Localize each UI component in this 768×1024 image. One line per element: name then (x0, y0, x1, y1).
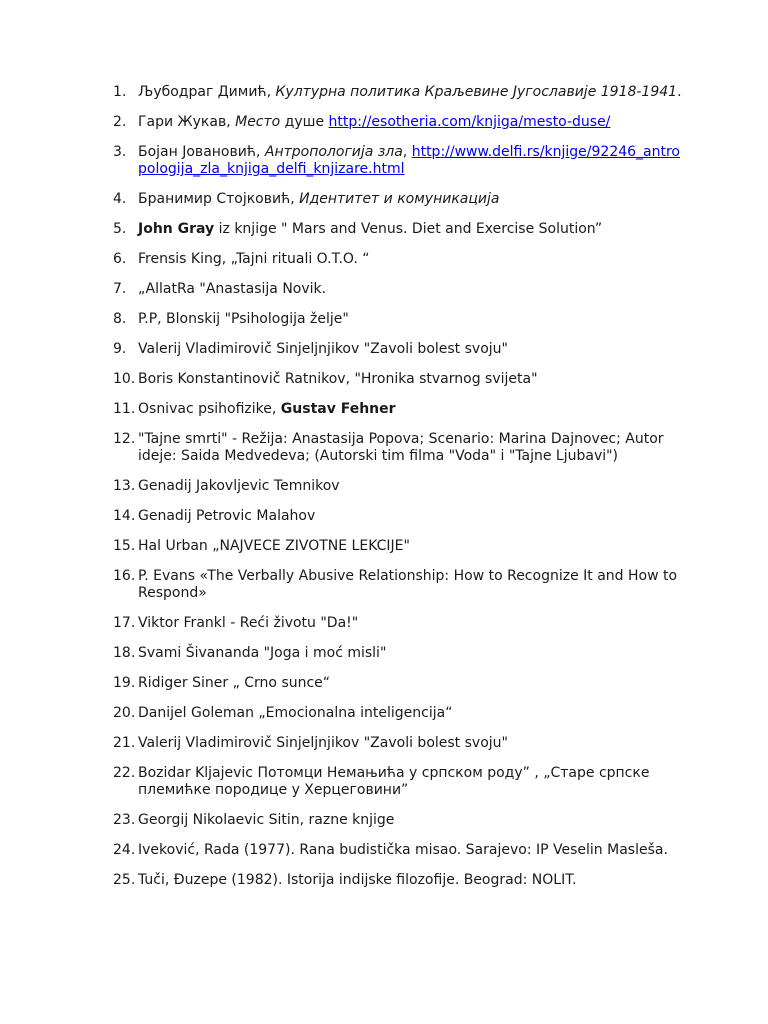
text-segment: iz knjige " Mars and Venus. Diet and Exercise Solution” (214, 221, 603, 237)
list-item (113, 144, 683, 178)
text-segment: Гари Жукав, (138, 114, 236, 130)
list-item-text (138, 765, 683, 799)
reference-list (113, 84, 683, 902)
list-item-number: 12. (113, 431, 136, 447)
list-item-text (138, 401, 683, 418)
list-item (113, 401, 683, 418)
list-item (113, 508, 683, 525)
list-item-text (138, 114, 683, 131)
list-item (113, 812, 683, 829)
list-item-text (138, 615, 683, 632)
list-item (113, 191, 683, 208)
text-segment: , (402, 144, 412, 160)
text-segment: Бојан Јовановић, (138, 144, 265, 160)
list-item-number: 8. (113, 311, 127, 327)
list-item-number: 14. (113, 508, 136, 524)
italic-title: Место (235, 114, 281, 130)
text-segment: Hal Urban „NAJVECE ZIVOTNE LEKCIJE" (138, 538, 410, 554)
list-item-number: 10. (113, 371, 136, 387)
list-item-number: 15. (113, 538, 136, 554)
list-item-number: 2. (113, 114, 127, 130)
list-item-number: 1. (113, 84, 127, 100)
italic-title: Културна политика Краљевине Југославије 1918-1941 (275, 84, 678, 100)
list-item-text (138, 221, 683, 238)
list-item-text (138, 144, 683, 178)
list-item-text (138, 281, 683, 298)
text-segment: Љубодраг Димић, (138, 84, 276, 100)
list-item-number: 25. (113, 872, 136, 888)
text-segment: Бранимир Стојковић, (138, 191, 300, 207)
list-item-number: 24. (113, 842, 136, 858)
list-item-number: 6. (113, 251, 127, 267)
list-item-text (138, 812, 683, 829)
list-item-text (138, 842, 683, 859)
text-segment: P. Evans «The Verbally Abusive Relationship: How to Recognize It and How to Respond» (138, 568, 678, 601)
list-item (113, 705, 683, 722)
text-segment: Iveković, Rada (1977). Rana budistička misao. Sarajevo: IP Veselin Masleša. (138, 842, 668, 858)
list-item-text (138, 311, 683, 328)
list-item (113, 538, 683, 555)
text-segment: Bozidar Kljajevic Потомци Немањића у српском роду” , „Старе српске племићке породице у Херцеговини” (138, 765, 650, 798)
list-item-text (138, 508, 683, 525)
list-item (113, 431, 683, 465)
list-item-text (138, 645, 683, 662)
list-item-number: 20. (113, 705, 136, 721)
list-item (113, 114, 683, 131)
list-item-number: 22. (113, 765, 136, 781)
list-item-text (138, 251, 683, 268)
list-item (113, 872, 683, 889)
list-item-text (138, 84, 683, 101)
list-item (113, 645, 683, 662)
list-item-number: 11. (113, 401, 136, 417)
text-segment: Boris Konstantinovič Ratnikov, "Hronika stvarnog svijeta" (138, 371, 538, 387)
list-item (113, 281, 683, 298)
list-item-text (138, 431, 683, 465)
list-item-number: 23. (113, 812, 136, 828)
list-item (113, 478, 683, 495)
list-item-number: 17. (113, 615, 136, 631)
bold-name: John Gray (138, 221, 215, 237)
text-segment: P.P, Blonskij "Psihologija želje" (138, 311, 349, 327)
reference-link[interactable]: http://www.delfi.rs/knjige/92246_antropologija_zla_knjiga_delfi_knjizare.html (138, 144, 680, 177)
text-segment: душе (280, 114, 329, 130)
text-segment: Tuči, Đuzepe (1982). Istorija indijske filozofije. Beograd: NOLIT. (138, 872, 577, 888)
text-segment: Genadij Jakovljevic Temnikov (138, 478, 340, 494)
list-item-text (138, 735, 683, 752)
list-item (113, 84, 683, 101)
list-item (113, 341, 683, 358)
text-segment: Valerij Vladimirovič Sinjeljnjikov "Zavoli bolest svoju" (138, 735, 508, 751)
list-item-number: 4. (113, 191, 127, 207)
text-segment: Genadij Petrovic Malahov (138, 508, 316, 524)
list-item-text (138, 538, 683, 555)
list-item (113, 765, 683, 799)
list-item-number: 7. (113, 281, 127, 297)
text-segment: Osnivac psihofizike, (138, 401, 281, 417)
list-item-number: 3. (113, 144, 127, 160)
list-item-text (138, 478, 683, 495)
text-segment: Ridiger Siner „ Crno sunce“ (138, 675, 331, 691)
reference-link[interactable]: http://esotheria.com/knjiga/mesto-duse/ (328, 114, 611, 130)
list-item-number: 21. (113, 735, 136, 751)
list-item-text (138, 191, 683, 208)
list-item-text (138, 675, 683, 692)
list-item-text (138, 341, 683, 358)
text-segment: Georgij Nikolaevic Sitin, razne knjige (138, 812, 395, 828)
text-segment: Svami Šivananda "Joga i moć misli" (138, 645, 387, 661)
list-item (113, 371, 683, 388)
list-item-number: 9. (113, 341, 127, 357)
list-item (113, 615, 683, 632)
list-item-number: 5. (113, 221, 127, 237)
italic-title: Антропологија зла (264, 144, 403, 160)
list-item-text (138, 568, 683, 602)
list-item-number: 18. (113, 645, 136, 661)
text-segment: Valerij Vladimirovič Sinjeljnjikov "Zavoli bolest svoju" (138, 341, 508, 357)
list-item (113, 221, 683, 238)
list-item (113, 311, 683, 328)
list-item (113, 251, 683, 268)
list-item (113, 842, 683, 859)
list-item (113, 675, 683, 692)
list-item (113, 568, 683, 602)
text-segment: "Tajne smrti" - Režija: Anastasija Popova; Scenario: Marina Dajnovec; Autor ideje: Saida Medvedeva; (Autorski tim filma "Voda" i "Tajne Ljubavi") (138, 431, 664, 464)
list-item (113, 735, 683, 752)
text-segment: Frensis King, „Tajni rituali O.T.O. “ (138, 251, 370, 267)
list-item-text (138, 371, 683, 388)
bold-name: Gustav Fehner (280, 401, 396, 417)
list-item-text (138, 705, 683, 722)
text-segment: „AllatRa "Anastasija Novik. (138, 281, 327, 297)
list-item-number: 16. (113, 568, 136, 584)
text-segment: Viktor Frankl - Reći životu "Da!" (138, 615, 359, 631)
list-item-text (138, 872, 683, 889)
list-item-number: 19. (113, 675, 136, 691)
list-item-number: 13. (113, 478, 136, 494)
text-segment: . (677, 84, 682, 100)
italic-title: Идентитет и комуникација (299, 191, 500, 207)
text-segment: Danijel Goleman „Emocionalna inteligencija“ (138, 705, 453, 721)
